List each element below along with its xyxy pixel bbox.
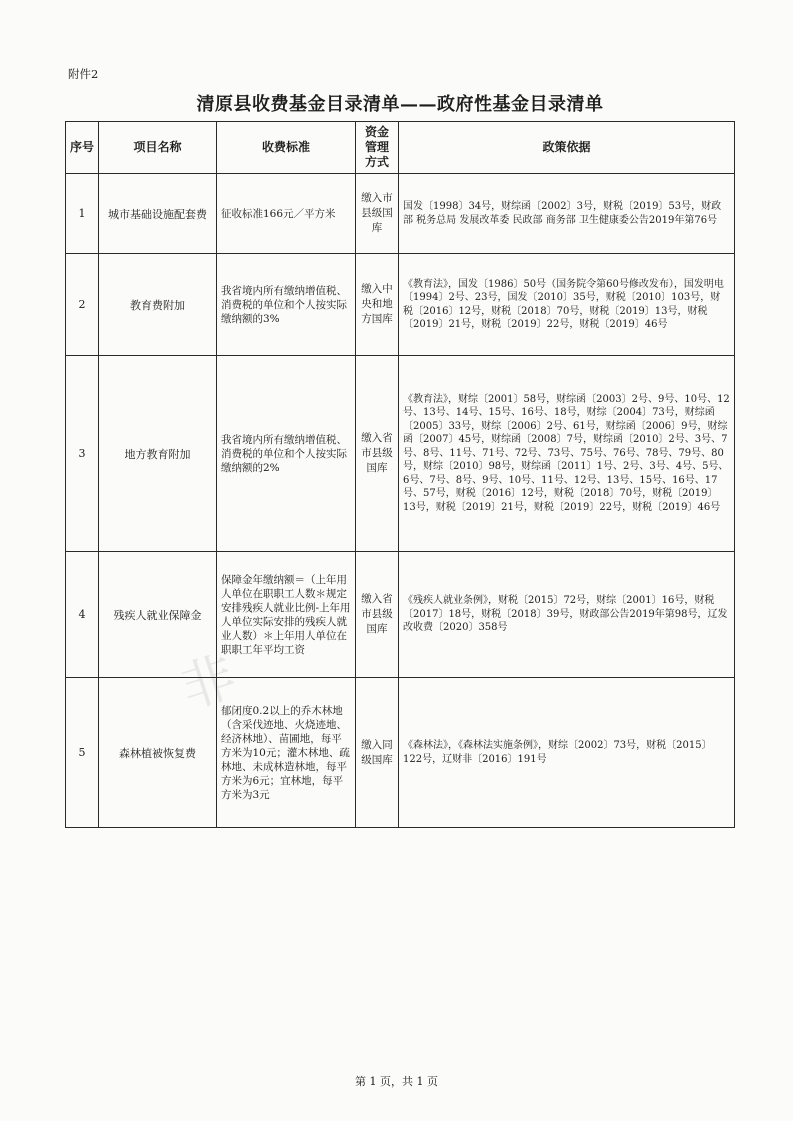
header-basis: 政策依据 [399, 122, 735, 174]
cell-basis: 《残疾人就业条例》，财税〔2015〕72号，财综〔2001〕16号，财税〔2017〕18号，财税〔2018〕39号，财政部公告2019年第98号，辽发改收费〔2020〕358号 [399, 552, 735, 678]
cell-name: 地方教育附加 [99, 356, 217, 552]
cell-name: 教育费附加 [99, 254, 217, 356]
attachment-label: 附件2 [68, 67, 99, 81]
header-mgmt: 资金管理方式 [356, 122, 399, 174]
cell-mgmt: 缴入市县级国库 [356, 174, 399, 254]
table-row [66, 174, 735, 254]
cell-standard: 我省境内所有缴纳增值税、消费税的单位和个人按实际缴纳额的3% [217, 254, 356, 356]
cell-standard: 保障金年缴纳额＝（上年用人单位在职职工人数＊规定安排残疾人就业比例-上年用人单位实际安排的残疾人就业人数）＊上年用人单位在职职工年平均工资 [217, 552, 356, 678]
page-footer: 第 1 页，共 1 页 [355, 1075, 438, 1088]
cell-mgmt: 缴入同级国库 [356, 678, 399, 828]
cell-name: 残疾人就业保障金 [99, 552, 217, 678]
cell-mgmt: 缴入省市县级国库 [356, 356, 399, 552]
cell-name: 城市基础设施配套费 [99, 174, 217, 254]
cell-standard: 我省境内所有缴纳增值税、消费税的单位和个人按实际缴纳额的2% [217, 356, 356, 552]
table-row [66, 552, 735, 678]
watermark: 非 [172, 644, 244, 721]
cell-mgmt: 缴入中央和地方国库 [356, 254, 399, 356]
table-row [66, 254, 735, 356]
cell-basis: 国发〔1998〕34号，财综函〔2002〕3号，财税〔2019〕53号，财政部 税务总局 发展改革委 民政部 商务部 卫生健康委公告2019年第76号 [399, 174, 735, 254]
cell-seq: 3 [66, 356, 99, 552]
cell-standard: 征收标准166元／平方米 [217, 174, 356, 254]
table-row [66, 678, 735, 828]
cell-seq: 2 [66, 254, 99, 356]
cell-basis: 《教育法》，国发〔1986〕50号（国务院令第60号修改发布），国发明电〔1994〕2号、23号，国发〔2010〕35号，财税〔2010〕103号，财税〔2016〕12号，财税〔2018〕70号，财税〔2019〕13号，财税〔2019〕21号，财税〔2019〕22号，财税〔2019〕46号 [399, 254, 735, 356]
cell-seq: 4 [66, 552, 99, 678]
fee-table [65, 121, 735, 828]
cell-name: 森林植被恢复费 [99, 678, 217, 828]
header-name: 项目名称 [99, 122, 217, 174]
cell-basis: 《森林法》，《森林法实施条例》，财综〔2002〕73号，财税〔2015〕122号，辽财非〔2016〕191号 [399, 678, 735, 828]
page-title: 清原县收费基金目录清单——政府性基金目录清单 [196, 94, 604, 115]
header-standard: 收费标准 [217, 122, 356, 174]
cell-standard: 郁闭度0.2以上的乔木林地（含采伐迹地、火烧迹地、经济林地）、苗圃地，每平方米为10元；灌木林地、疏林地、未成林造林地，每平方米为6元；宜林地，每平方米为3元 [217, 678, 356, 828]
cell-basis: 《教育法》，财综〔2001〕58号，财综函〔2003〕2号、9号、10号、12号、13号、14号、15号、16号、18号，财综〔2004〕73号，财综函〔2005〕33号，财综〔2006〕2号、61号，财综函〔2006〕9号，财综函〔2007〕45号，财综函〔2008〕7号，财综函〔2010〕2号、3号、7号、8号、11号、71号、72号、73号、75号、76号、78号、79号、80号，财综〔2010〕98号，财综函〔2011〕1号、2号、3号、4号、5号、6号、7号、8号、9号、10号、11号、12号、13号、15号、16号、17号、57号，财税〔2016〕12号，财税〔2018〕70号，财税〔2019〕13号，财税〔2019〕21号，财税〔2019〕22号，财税〔2019〕46号 [399, 356, 735, 552]
cell-seq: 1 [66, 174, 99, 254]
cell-seq: 5 [66, 678, 99, 828]
header-row [66, 122, 735, 174]
cell-mgmt: 缴入省市县级国库 [356, 552, 399, 678]
header-seq: 序号 [66, 122, 99, 174]
table-row [66, 356, 735, 552]
